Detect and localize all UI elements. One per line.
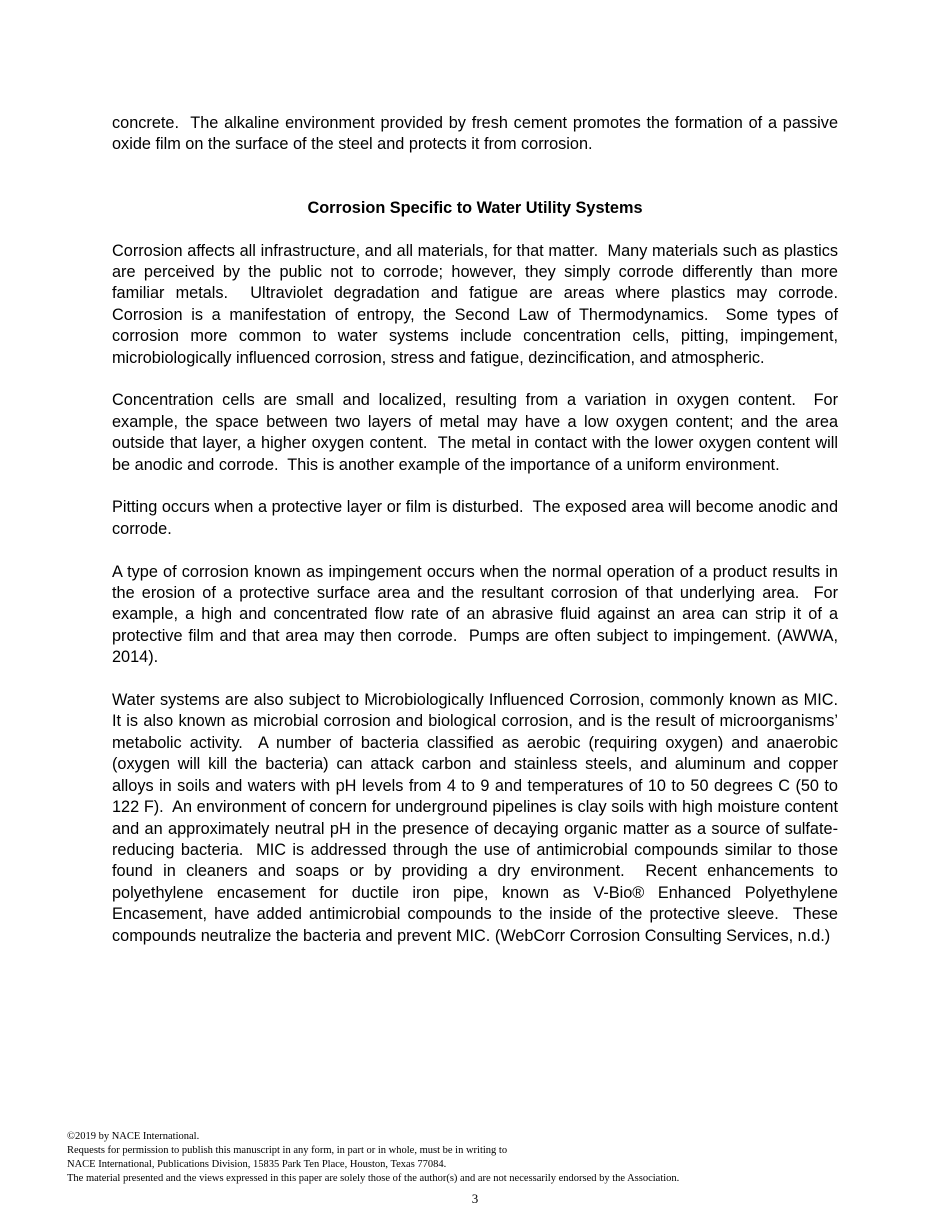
body-text bbox=[112, 113, 848, 968]
footer-copyright-line: ©2019 by NACE International. bbox=[67, 1131, 200, 1142]
footer-address-line: NACE International, Publications Division, 15835 Park Ten Place, Houston, Texas 77084. bbox=[67, 1159, 447, 1170]
intro-paragraph: concrete. The alkaline environment provided by fresh cement promotes the formation of a passive oxide film on the surface of the steel and protects it from corrosion. bbox=[112, 114, 843, 154]
page-number: 3 bbox=[471, 1191, 479, 1206]
paragraph-impingement: A type of corrosion known as impingement occurs when the normal operation of a product results in the erosion of a protective surface area and the resultant corrosion of that underlying area. For example, a high and concentrated flow rate of an abrasive fluid against an area can strip it of a protective film and that area may then corrode. Pumps are often subject to impingement. (AWWA, 2014). bbox=[112, 562, 843, 667]
copyright-footer bbox=[67, 1130, 883, 1186]
paragraph-concentration-cells: Concentration cells are small and localized, resulting from a variation in oxygen content. For example, the space between two layers of metal may have a low oxygen content; and the area outside that layer, a higher oxygen content. The metal in contact with the lower oxygen content will be anodic and corrode. This is another example of the importance of a uniform environment. bbox=[112, 391, 843, 474]
footer-permission-line: Requests for permission to publish this manuscript in any form, in part or in whole, must be in writing to bbox=[67, 1145, 508, 1156]
paragraph-mic: Water systems are also subject to Microbiologically Influenced Corrosion, commonly known as MIC. It is also known as microbial corrosion and biological corrosion, and is the result of microorganisms’ metabolic activity. A number of bacteria classified as aerobic (requiring oxygen) and anaerobic (oxygen will kill the bacteria) can attack carbon and stainless steels, and aluminum and copper alloys in soils and waters with pH levels from 4 to 9 and temperatures of 10 to 50 degrees C (50 to 122 F). An environment of concern for underground pipelines is clay soils with high moisture content and an approximately neutral pH in the presence of decaying organic matter as a source of sulfate-reducing bacteria. MIC is addressed through the use of antimicrobial compounds similar to those found in cleaners and soaps or by providing a dry environment. Recent enhancements to polyethylene encasement for ductile iron pipe, known as V-Bio® Enhanced Polyethylene Encasement, have added antimicrobial compounds to the inside of the protective sleeve. These compounds neutralize the bacteria and prevent MIC. (WebCorr Corrosion Consulting Services, n.d.) bbox=[112, 691, 848, 945]
footer-disclaimer-line: The material presented and the views expressed in this paper are solely those of the author(s) and are not necessarily endorsed by the Association. bbox=[67, 1173, 680, 1184]
paragraph-pitting: Pitting occurs when a protective layer or film is disturbed. The exposed area will become anodic and corrode. bbox=[112, 498, 843, 538]
section-heading: Corrosion Specific to Water Utility Systems bbox=[307, 198, 643, 217]
paragraph-corrosion-overview: Corrosion affects all infrastructure, and all materials, for that matter. Many materials such as plastics are perceived by the public not to corrode; however, they simply corrode differently than more familiar metals. Ultraviolet degradation and fatigue are areas where plastics may corrode. Corrosion is a manifestation of entropy, the Second Law of Thermodynamics. Some types of corrosion more common to water systems include concentration cells, pitting, impingement, microbiologically influenced corrosion, stress and fatigue, dezincification, and atmospheric. bbox=[112, 241, 848, 367]
